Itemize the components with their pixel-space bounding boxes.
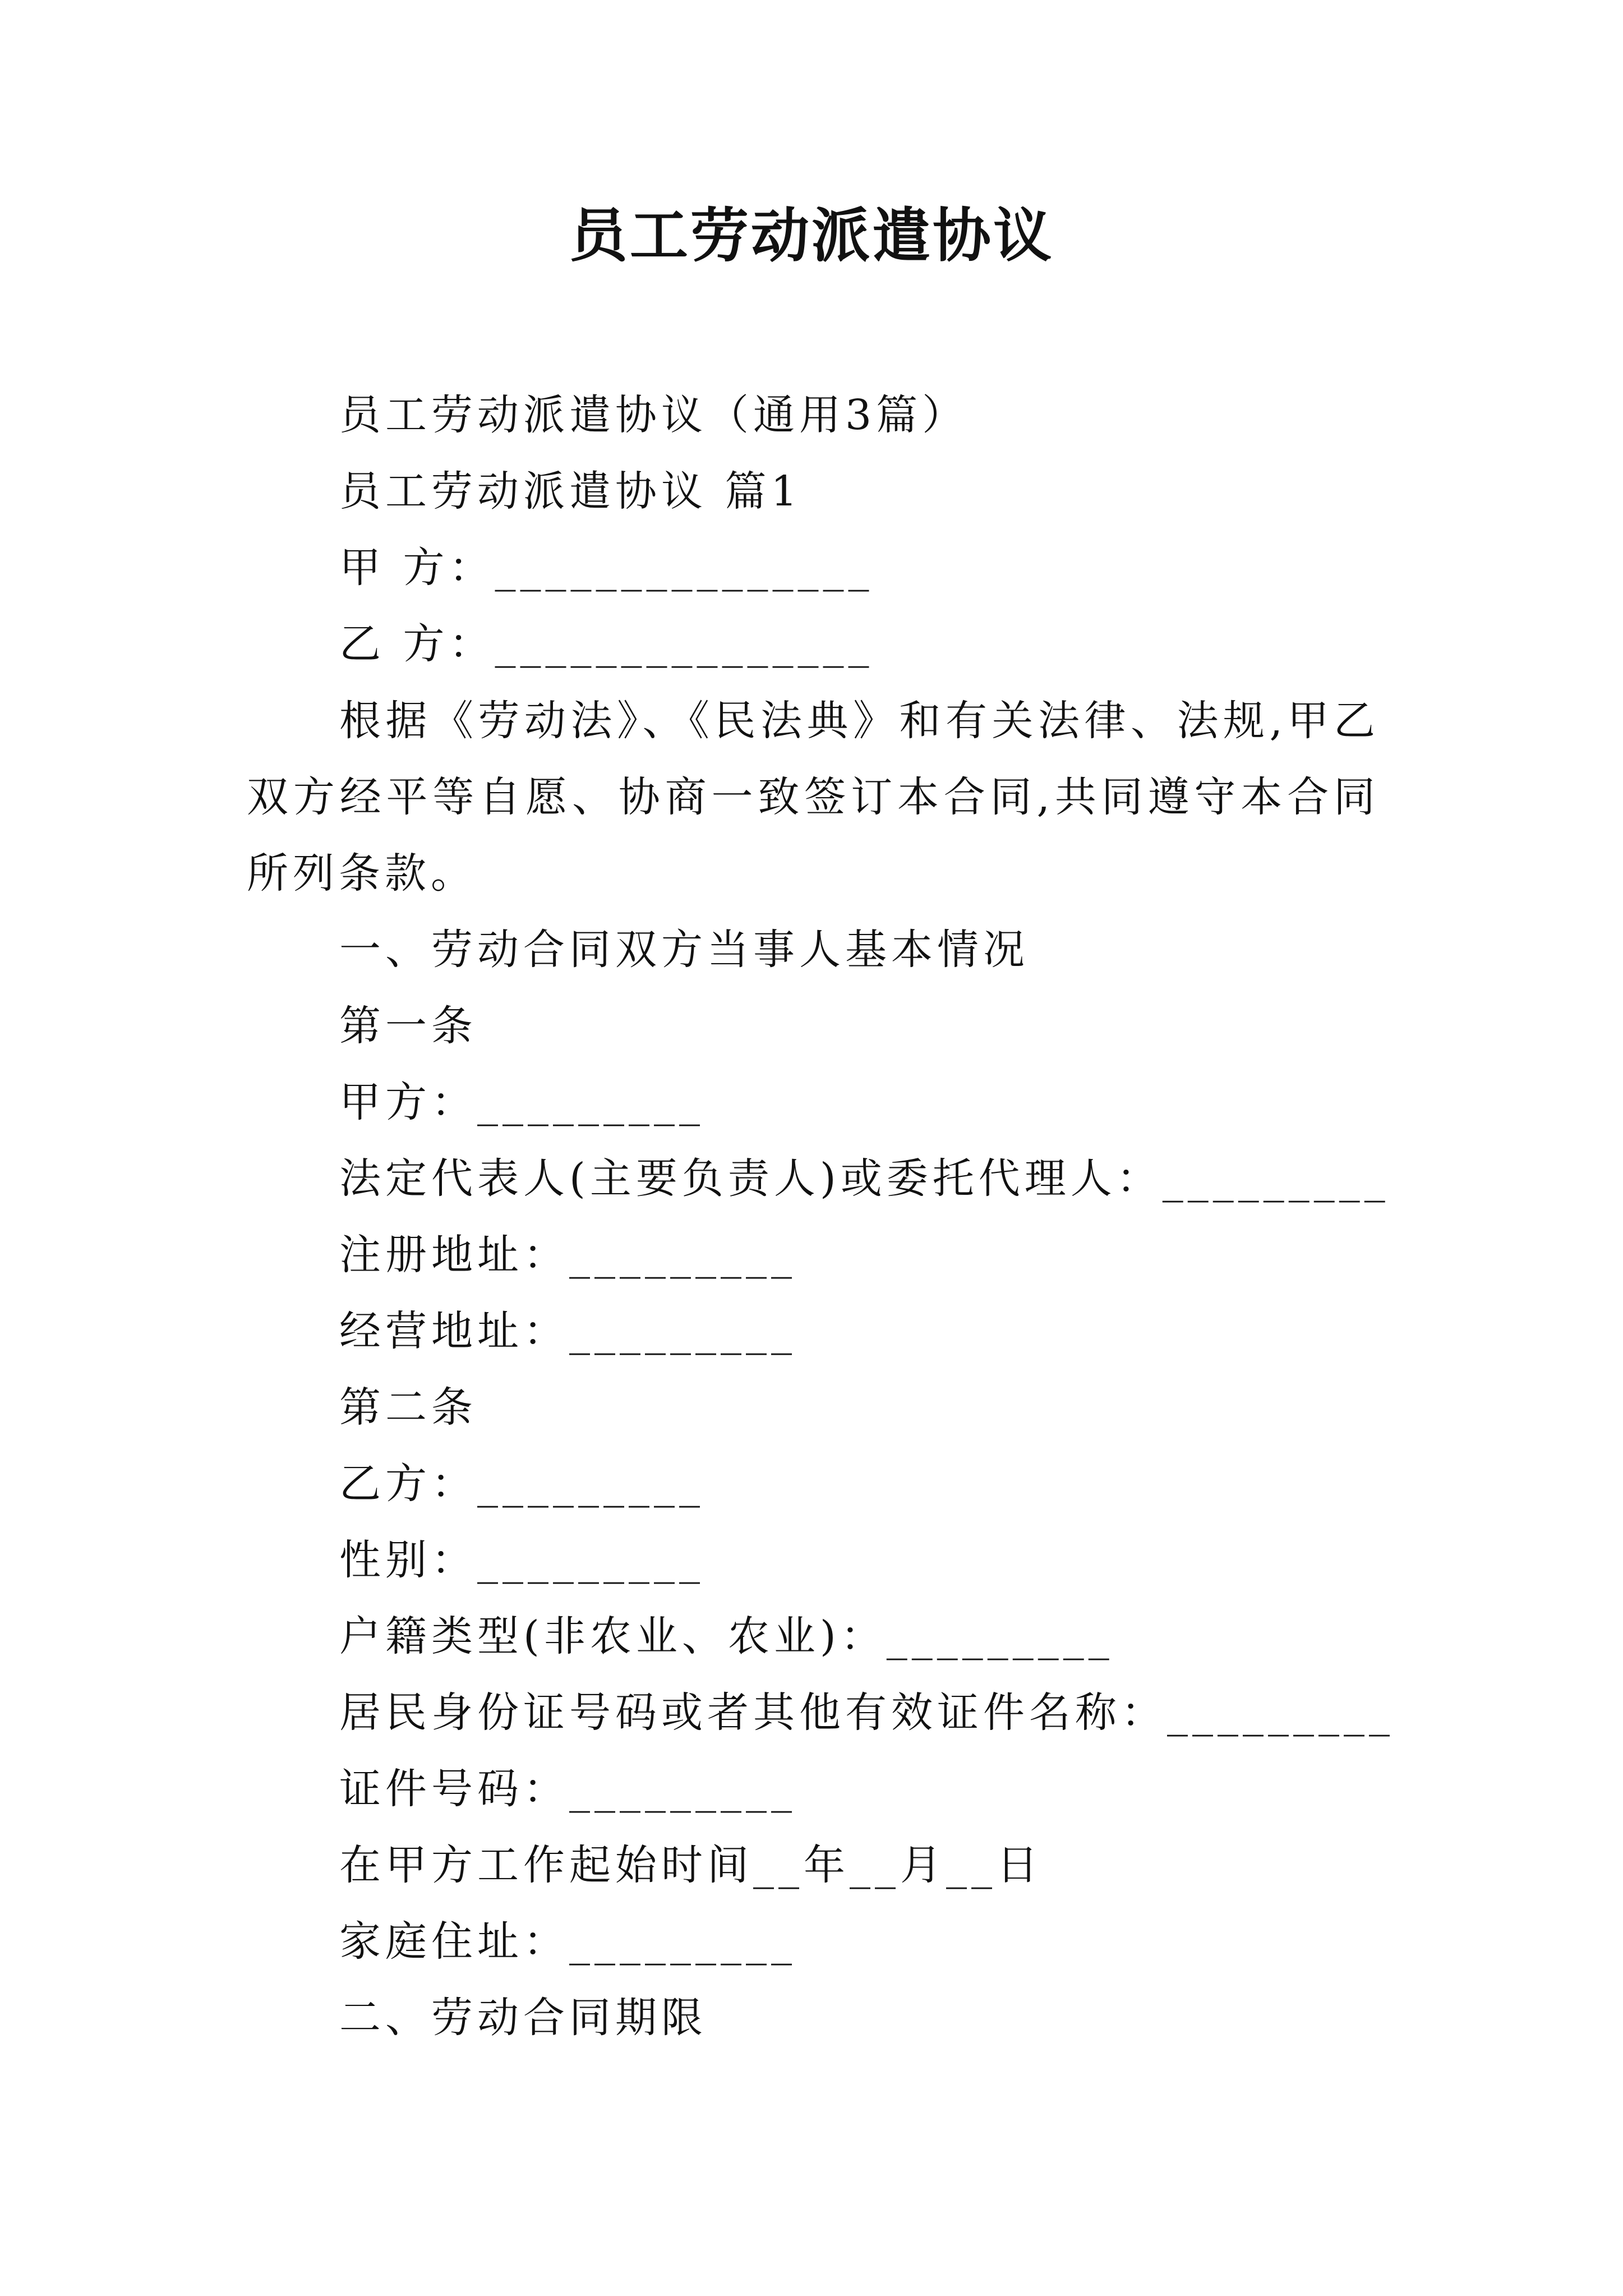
subtitle-line: 员工劳动派遣协议（通用3篇） (339, 391, 969, 439)
form-line: 注册地址：_________ (339, 1231, 796, 1279)
form-line: 在甲方工作起始时间__年__月__日 (339, 1841, 1043, 1889)
article-heading: 第二条 (339, 1383, 477, 1432)
form-line: 性别：_________ (339, 1536, 704, 1584)
form-line: 法定代表人(主要负责人)或委托代理人：_________ (339, 1154, 1390, 1203)
clause-heading: 一、劳动合同双方当事人基本情况 (339, 926, 1029, 974)
article-heading: 第一条 (339, 1002, 477, 1050)
form-line: 经营地址：_________ (339, 1307, 796, 1355)
form-line: 家庭住址：_________ (339, 1917, 796, 1966)
form-line: 户籍类型(非农业、农业)：_________ (339, 1612, 1114, 1660)
form-line: 证件号码：_________ (339, 1765, 796, 1813)
party-b-line: 乙 方：_______________ (339, 620, 874, 668)
document-title: 员工劳动派遣协议 (569, 201, 1054, 270)
clause-heading: 二、劳动合同期限 (339, 1994, 707, 2042)
intro-paragraph: 根据《劳动法》、《民法典》和有关法律、法规,甲乙双方经平等自愿、协商一致签订本合同,共同遵守本合同所列条款。 (247, 697, 1380, 898)
form-line: 甲方：_________ (339, 1078, 704, 1126)
party-a-line: 甲 方：_______________ (339, 544, 874, 592)
form-line: 乙方：_________ (339, 1460, 704, 1508)
section-heading: 员工劳动派遣协议 篇1 (339, 467, 802, 516)
form-line: 居民身份证号码或者其他有效证件名称：_________ (339, 1688, 1394, 1737)
